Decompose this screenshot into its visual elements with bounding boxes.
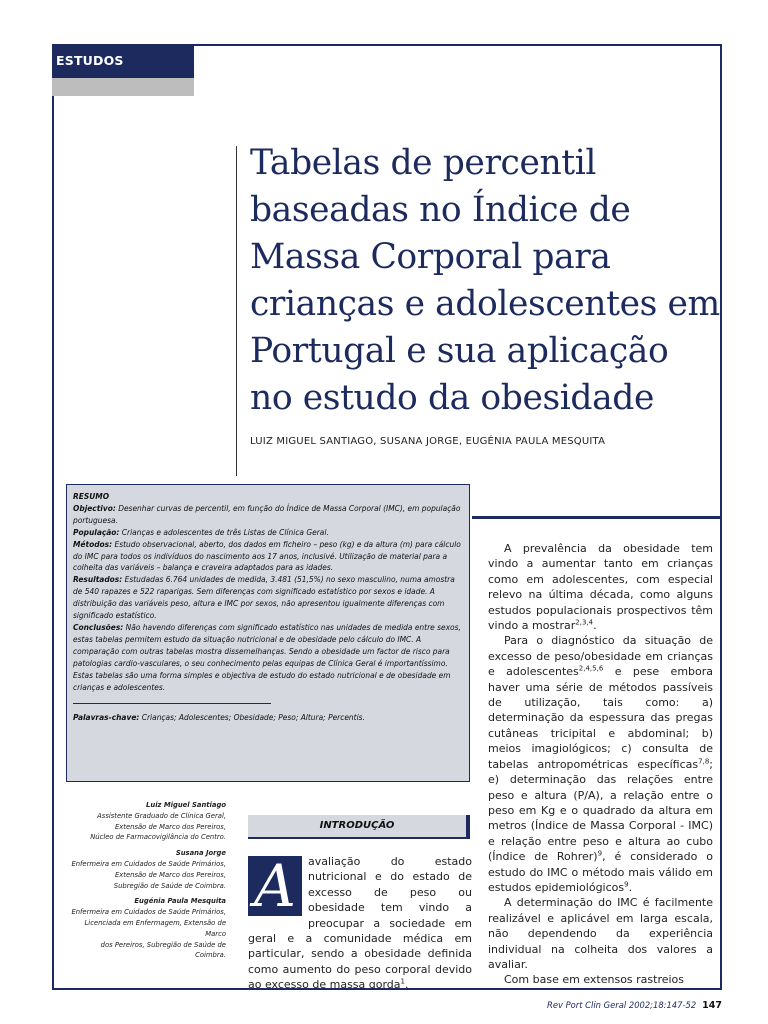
page-number: 147 [702, 1000, 722, 1011]
paragraph-diagnosis: Para o diagnóstico da situação de excesso de peso/obesidade em crianças e adolescentes$^{2,4,5,6}$ e pese embora haver uma série de métodos passíveis de utilização, tais como: a) determinação da espessura das pregas cutâneas tricipital e abdominal; b) meios imagiológicos; c) consulta de tabelas antropométricas específicas$^{7,8}$; e) determinação das relações entre peso e altura (P/A), a relação entre o peso em Kg e o quadrado da altura em metros (Índice de Massa Corporal - IMC) e relação entre peso e altura ao cubo (Índice de Rohrer)$^9$, é considerado o estudo do IMC o método mais válido em estudos epidemiológicos$^9$. [488, 634, 714, 894]
affiliation-line: Núcleo de Farmacovigilância do Centro. [90, 833, 226, 842]
authors: LUIZ MIGUEL SANTIAGO, SUSANA JORGE, EUGÉNIA PAULA MESQUITA [250, 436, 606, 447]
abstract-population: População: Crianças e adolescentes de três Listas de Clínica Geral. [73, 526, 329, 537]
affiliation-name: Susana Jorge [175, 849, 226, 858]
abstract-keywords: Palavras-chave: Crianças; Adolescentes; Obesidade; Peso; Altura; Percentis. [73, 712, 365, 723]
title-rule [236, 146, 237, 476]
affiliation-line: Subregião de Saúde de Coimbra. [113, 881, 226, 890]
abstract-conclusions: Conclusões: Não havendo diferenças com significado estatístico nas unidades de medida entre sexos, estas tabelas permitem estudo da situação nutricional e de obesidade pelo cálculo do IMC. A comparação com outras tabelas mostra dissemelhanças. Sendo a obesidade um factor de risco para patologias cardio-vasculares, o seu conhecimento pelas equipas de Clínica Geral é importantíssimo. Estas tabelas são uma forma simples e objectiva de estudo do estado nutricional e de obesidade em crianças e adolescentes. [73, 621, 461, 692]
affiliation-line: Extensão de Marco dos Pereiros, [114, 870, 226, 879]
intro-column [248, 854, 472, 993]
affiliation-name: Eugénia Paula Mesquita [134, 897, 226, 906]
author-affiliations [70, 800, 226, 961]
right-column [488, 541, 713, 988]
affiliation-name: Luiz Miguel Santiago [146, 801, 226, 809]
abstract-results: Resultados: Estudadas 6.764 unidades de medida, 3.481 (51,5%) no sexo masculino, numa amostra de 540 rapazes e 522 raparigas. Sem diferenças com significado estatístico por sexos e idade. A distribuição das variáveis peso, altura e IMC por sexos, não apresentou igualmente diferenças com significado estatístico. [73, 574, 455, 621]
abstract-methods: Métodos: Estudo observacional, aberto, dos dados em ficheiro – peso (kg) e da altura (m) para cálculo do IMC para todos os indivíduos do nascimento aos 17 anos, inclusivé. Utilização de material para a colheita das variáveis – balança e craveira adaptados para as idades. [73, 538, 461, 573]
affiliation-line: Licenciada em Enfermagem, Extensão de Marco [84, 918, 226, 938]
abstract-objective: Objectivo: Desenhar curvas de percentil, em função do Índice de Massa Corporal (IMC), em população portuguesa. [73, 502, 461, 525]
page-footer [0, 1000, 722, 1011]
journal-citation: Rev Port Clin Geral 2002;18:147-52 [547, 1000, 697, 1010]
article-title: Tabelas de percentil baseadas no Índice de Massa Corporal para crianças e adolescentes em Portugal e sua aplicação no estudo da obesidade [250, 143, 720, 418]
abstract-box [66, 484, 470, 782]
intro-heading-rule [248, 837, 470, 839]
section-tag-shade [52, 78, 194, 96]
paragraph-imc: A determinação do IMC é facilmente realizável e aplicável em larga escala, não dependendo da experiência individual na colheita dos valores a avaliar. [488, 896, 713, 971]
affiliation-line: Enfermeira em Cuidados de Saúde Primários, [71, 859, 226, 868]
section-tag: ESTUDOS [52, 44, 194, 78]
affiliation-line: Extensão de Marco dos Pereiros, [114, 822, 226, 831]
affiliation-line: Assistente Graduado de Clínica Geral, [97, 811, 226, 820]
drop-cap: A [248, 856, 302, 916]
affiliation-line: dos Pereiros, Subregião de Saúde de Coimbra. [100, 940, 226, 960]
column-divider [472, 516, 722, 519]
intro-paragraph: A avaliação do estado nutricional e do estado de excesso de peso ou obesidade tem vindo a preocupar a sociedade em geral e a comunidade médica em particular, sendo a obesidade definida como aumento do peso corporal devido ao excesso de massa gorda$^1$. [248, 852, 472, 992]
affiliation-line: Enfermeira em Cuidados de Saúde Primários, [71, 908, 226, 917]
paragraph-screening: Com base em extensos rastreios [504, 973, 685, 987]
intro-heading: INTRODUÇÃO [248, 815, 470, 837]
abstract-heading: RESUMO [73, 491, 110, 501]
paragraph-prevalence: A prevalência da obesidade tem vindo a aumentar tanto em crianças como em adolescentes, com especial relevo na última década, como alguns estudos populacionais prospectivos têm vindo a mostrar$^{2,3,4}$. [488, 542, 713, 633]
abstract-rule [73, 703, 271, 704]
